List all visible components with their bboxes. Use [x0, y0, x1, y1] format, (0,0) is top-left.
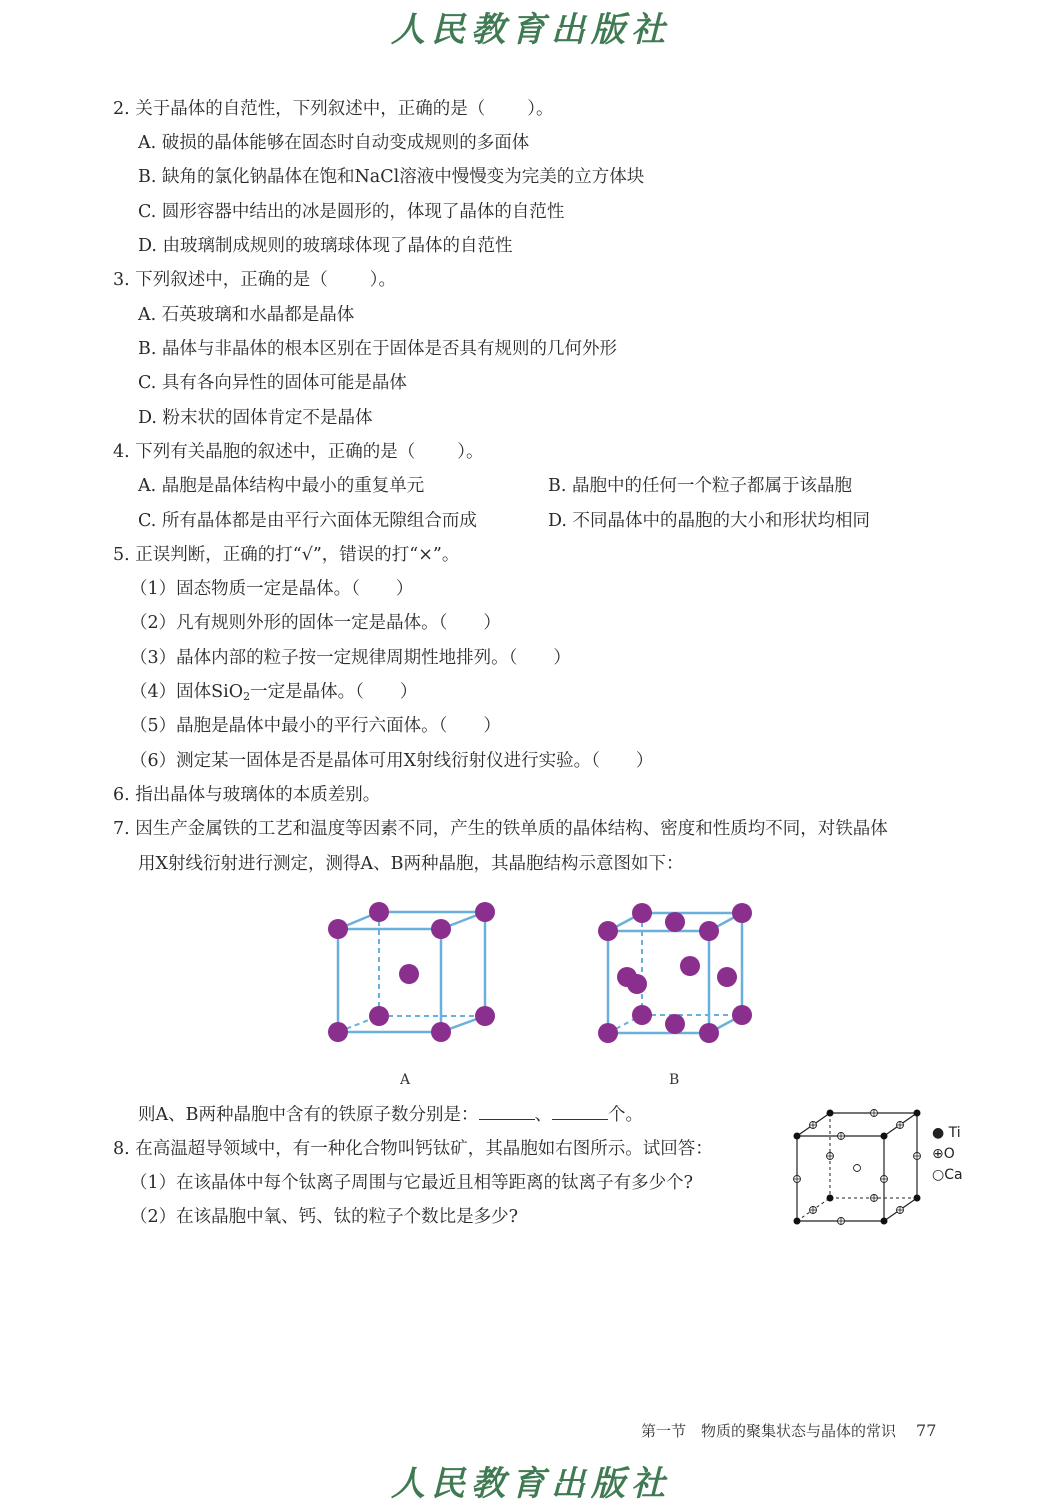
q5-item-5: （5）晶胞是晶体中最小的平行六面体。（ ）	[130, 716, 501, 736]
ti-atom	[827, 1195, 834, 1202]
atom-face-top	[665, 912, 685, 932]
figure-a-label: A	[400, 1072, 411, 1088]
q5-item-2: （2）凡有规则外形的固体一定是晶体。（ ）	[130, 613, 501, 633]
crystal-cell-b-figure	[590, 895, 790, 1055]
q8-stem: 8. 在高温超导领域中，有一种化合物叫钙钛矿，其晶胞如右图所示。试回答：	[113, 1139, 713, 1159]
page-number: 77	[916, 1421, 937, 1440]
publisher-logo-top: 人民教育出版社	[391, 10, 671, 50]
q4-option-c: C. 所有晶体都是由平行六面体无隙组合而成	[138, 511, 477, 531]
atom-corner	[699, 1023, 719, 1043]
q7-answer-line: 则A、B两种晶胞中含有的铁原子数分别是： 、 个。	[138, 1105, 643, 1125]
q4-stem: 4. 下列有关晶胞的叙述中，正确的是（ ）。	[113, 442, 484, 462]
q3-option-d: D. 粉末状的固体肯定不是晶体	[138, 408, 373, 428]
q5-stem: 5. 正误判断，正确的打“√”，错误的打“×”。	[113, 545, 460, 565]
q7-line-1: 7. 因生产金属铁的工艺和温度等因素不同，产生的铁单质的晶体结构、密度和性质均不同，对铁晶体	[113, 819, 888, 839]
atom-corner	[732, 1005, 752, 1025]
q7-line-2: 用X射线衍射进行测定，测得A、B两种晶胞，其晶胞结构示意图如下：	[138, 854, 684, 874]
ca-atom	[854, 1165, 861, 1172]
legend-ti: ● Ti	[932, 1125, 961, 1141]
q6-stem: 6. 指出晶体与玻璃体的本质差别。	[113, 785, 381, 805]
atom-corner	[431, 1022, 451, 1042]
q2-option-b: B. 缺角的氯化钠晶体在饱和NaCl溶液中慢慢变为完美的立方体块	[138, 167, 645, 187]
atom-corner	[475, 902, 495, 922]
footer-section: 第一节 物质的聚集状态与晶体的常识	[641, 1422, 897, 1440]
q4-option-a: A. 晶胞是晶体结构中最小的重复单元	[138, 476, 425, 496]
atom-face-bottom	[665, 1014, 685, 1034]
q8-item-1: （1）在该晶体中每个钛离子周围与它最近且相等距离的钛离子有多少个?	[130, 1173, 694, 1193]
atom-corner	[632, 1005, 652, 1025]
atom-corner	[328, 919, 348, 939]
atom-corner	[328, 1022, 348, 1042]
ti-atom	[827, 1110, 834, 1117]
ti-atom	[914, 1195, 921, 1202]
q5-item-4: （4）固体SiO$_2$一定是晶体。（ ）	[130, 682, 418, 703]
q3-option-b: B. 晶体与非晶体的根本区别在于固体是否具有规则的几何外形	[138, 339, 617, 359]
atom-face-back	[680, 956, 700, 976]
atom-corner	[369, 902, 389, 922]
ti-atom	[881, 1133, 888, 1140]
q2-stem: 2. 关于晶体的自范性，下列叙述中，正确的是（ ）。	[113, 99, 554, 119]
atom-corner	[699, 921, 719, 941]
ti-atom	[794, 1133, 801, 1140]
ti-atom	[794, 1218, 801, 1225]
atom-corner	[732, 903, 752, 923]
atom-body-center	[399, 964, 419, 984]
answer-blank-b	[552, 1103, 608, 1120]
q8-item-2: （2）在该晶胞中氧、钙、钛的粒子个数比是多少?	[130, 1207, 519, 1227]
q2-option-a: A. 破损的晶体能够在固态时自动变成规则的多面体	[138, 133, 530, 153]
perovskite-cell-figure	[792, 1108, 927, 1233]
crystal-cell-a-figure	[320, 895, 520, 1055]
ti-atom	[881, 1218, 888, 1225]
atom-corner	[598, 921, 618, 941]
atom-corner	[475, 1006, 495, 1026]
atom-corner	[598, 1023, 618, 1043]
figure-b-label: B	[669, 1072, 680, 1088]
ti-atom	[914, 1110, 921, 1117]
q2-option-d: D. 由玻璃制成规则的玻璃球体现了晶体的自范性	[138, 236, 513, 256]
q2-option-c: C. 圆形容器中结出的冰是圆形的，体现了晶体的自范性	[138, 202, 565, 222]
atom-face-front	[627, 974, 647, 994]
q3-option-a: A. 石英玻璃和水晶都是晶体	[138, 305, 355, 325]
q5-item-3: （3）晶体内部的粒子按一定规律周期性地排列。（ ）	[130, 648, 571, 668]
legend-o: ⊕O	[932, 1146, 955, 1162]
legend-ca: ○Ca	[932, 1167, 963, 1183]
q5-item-1: （1）固态物质一定是晶体。（ ）	[130, 579, 414, 599]
page-footer	[641, 1420, 936, 1441]
q4-option-d: D. 不同晶体中的晶胞的大小和形状均相同	[548, 511, 871, 531]
publisher-logo-bottom: 人民教育出版社	[391, 1464, 671, 1504]
q3-stem: 3. 下列叙述中，正确的是（ ）。	[113, 270, 397, 290]
q5-item-6: （6）测定某一固体是否是晶体可用X射线衍射仪进行实验。（ ）	[130, 751, 654, 771]
atom-corner	[632, 903, 652, 923]
q3-option-c: C. 具有各向异性的固体可能是晶体	[138, 373, 407, 393]
atom-corner	[431, 919, 451, 939]
answer-blank-a	[479, 1103, 535, 1120]
q4-option-b: B. 晶胞中的任何一个粒子都属于该晶胞	[548, 476, 852, 496]
atom-corner	[369, 1006, 389, 1026]
atom-face-right	[717, 967, 737, 987]
